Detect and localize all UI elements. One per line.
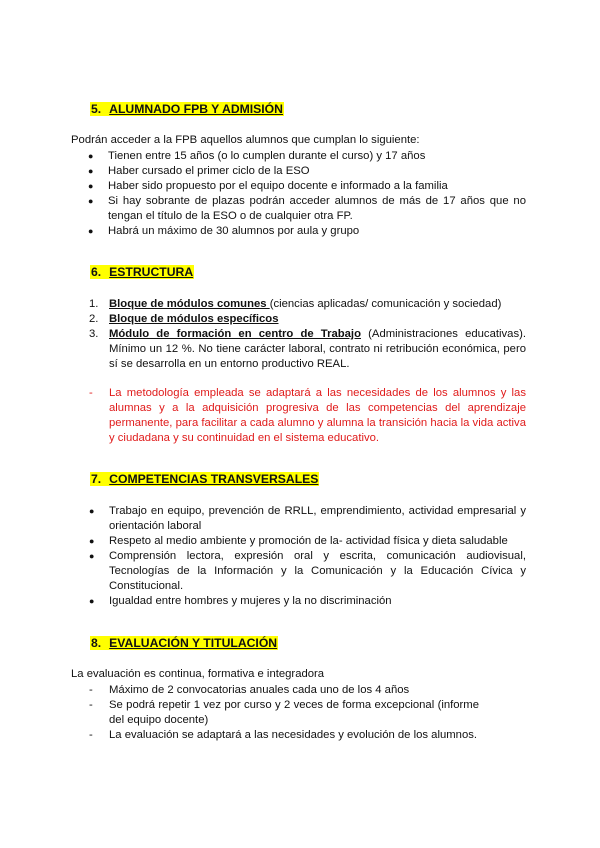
item-number: 1.	[89, 298, 99, 310]
bullet-icon	[88, 224, 108, 239]
section-6-list	[89, 297, 526, 372]
section-number: 5.	[91, 102, 102, 116]
section-8-intro: La evaluación es continua, formativa e integradora	[71, 668, 325, 680]
section-7-heading	[90, 471, 319, 487]
section-8-list	[89, 683, 479, 743]
list-item: - Máximo de 2 convocatorias anuales cada uno de los 4 años	[89, 683, 479, 698]
section-title: EVALUACIÓN Y TITULACIÓN	[109, 636, 278, 650]
list-item: 3. Módulo de formación en centro de Trabajo (Administraciones educativas). Mínimo un 12 %. No tiene carácter laboral, contrato ni retribución económica, pero sí se desarrolla en un entorno productivo REAL.	[89, 328, 526, 370]
bullet-icon	[88, 179, 108, 194]
list-item: ● Respeto al medio ambiente y promoción de la- actividad física y dieta saludable	[89, 534, 526, 549]
bullet-icon	[88, 149, 108, 164]
list-item: ● Comprensión lectora, expresión oral y escrita, comunicación audiovisual, Tecnologías de la Información y la Comunicación y la Educación Cívica y Constitucional.	[89, 549, 526, 594]
dash-icon	[89, 386, 109, 401]
list-item: - Se podrá repetir 1 vez por curso y 2 veces de forma excepcional (informe del equipo docente)	[89, 698, 479, 728]
list-item: 2. Bloque de módulos específicos	[89, 313, 279, 325]
list-item: ● Tienen entre 15 años (o lo cumplen durante el curso) y 17 años	[88, 149, 526, 164]
bullet-icon	[89, 594, 109, 609]
section-5-intro: Podrán acceder a la FPB aquellos alumnos que cumplan lo siguiente:	[71, 134, 420, 146]
list-item: ● Habrá un máximo de 30 alumnos por aula y grupo	[88, 224, 526, 239]
section-title: COMPETENCIAS TRANSVERSALES	[109, 472, 319, 486]
dash-icon	[89, 728, 109, 743]
section-8-heading	[90, 635, 278, 651]
list-item: 1. Bloque de módulos comunes (ciencias aplicadas/ comunicación y sociedad)	[89, 298, 502, 310]
bullet-icon	[88, 164, 108, 179]
dash-icon	[89, 683, 109, 698]
item-number: 2.	[89, 313, 99, 325]
item-number: 3.	[89, 328, 99, 340]
section-title: ESTRUCTURA	[109, 265, 194, 279]
bullet-icon	[88, 194, 108, 209]
dash-icon	[89, 698, 109, 713]
section-number: 7.	[91, 472, 102, 486]
list-item: ● Haber cursado el primer ciclo de la ESO	[88, 164, 526, 179]
bullet-icon	[89, 534, 109, 549]
bullet-icon	[89, 549, 109, 564]
list-item: - La metodología empleada se adaptará a las necesidades de los alumnos y las alumnas y a la adquisición progresiva de las competencias del aprendizaje permanente, para facilitar a cada alumno y alumna la transición hacia la vida activa y ciudadana y su continuidad en el sistema educativo.	[89, 386, 526, 446]
bullet-icon	[89, 504, 109, 519]
list-item: ● Igualdad entre hombres y mujeres y la no discriminación	[89, 594, 526, 609]
section-5-heading	[90, 101, 284, 117]
section-6-heading	[90, 264, 194, 280]
section-number: 8.	[91, 636, 102, 650]
list-item: ● Haber sido propuesto por el equipo docente e informado a la familia	[88, 179, 526, 194]
list-item: - La evaluación se adaptará a las necesidades y evolución de los alumnos.	[89, 728, 479, 743]
section-title: ALUMNADO FPB Y ADMISIÓN	[109, 102, 283, 116]
section-7-list	[89, 504, 526, 609]
section-6-note	[89, 386, 526, 446]
list-item: ● Trabajo en equipo, prevención de RRLL, emprendimiento, actividad empresarial y orientación laboral	[89, 504, 526, 534]
list-item: ● Si hay sobrante de plazas podrán acceder alumnos de más de 17 años que no tengan el título de la ESO o de cualquier otra FP.	[88, 194, 526, 224]
section-number: 6.	[91, 265, 102, 279]
section-5-list	[88, 149, 526, 239]
